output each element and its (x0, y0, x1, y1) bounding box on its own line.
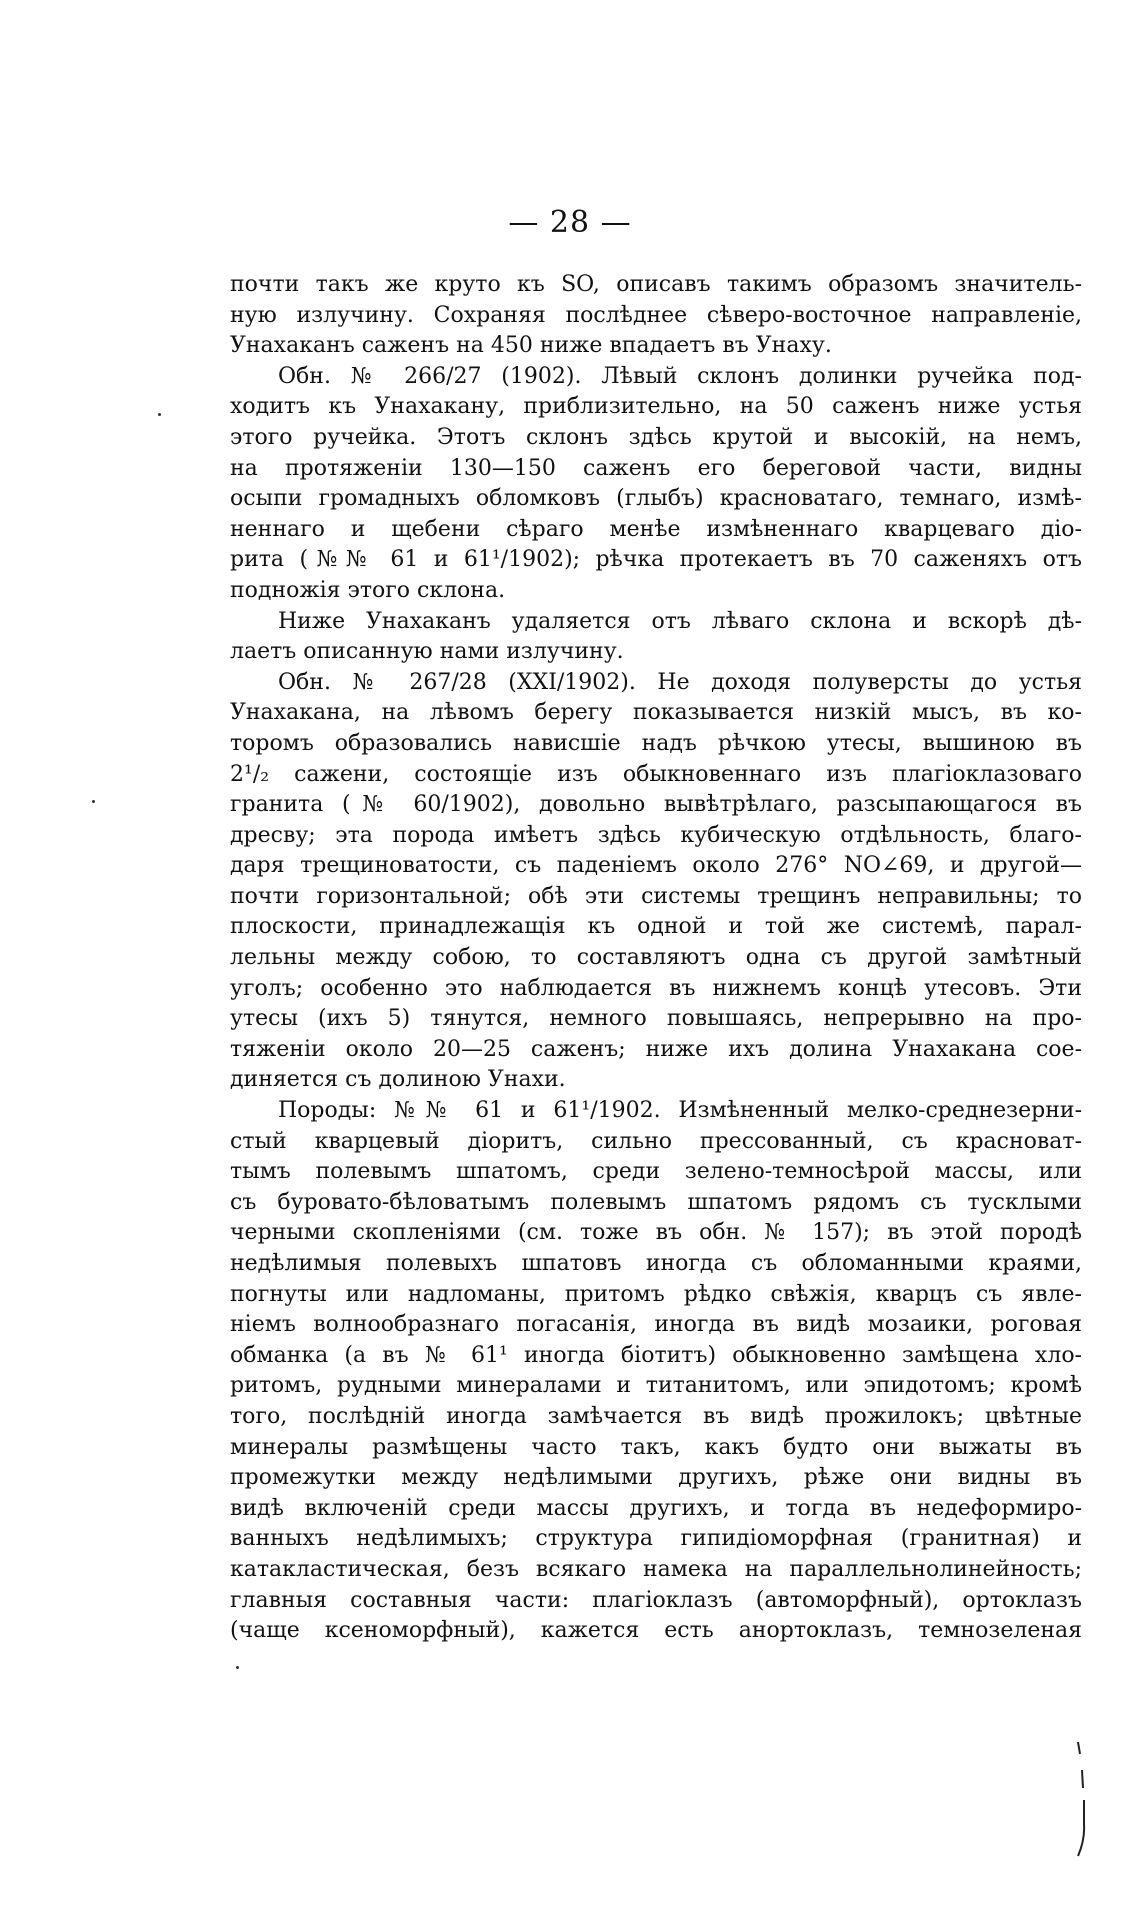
text-line: Унахаканъ саженъ на 450 ниже впадаетъ въ Унаху. (230, 333, 832, 359)
text-line: дресву; эта порода имѣетъ здѣсь кубическую отдѣльность, благо- (230, 822, 1082, 848)
margin-pencil-mark (1072, 1740, 1092, 1860)
text-line: съ буровато-бѣловатымъ полевымъ шпатомъ рядомъ съ тусклыми (230, 1189, 1082, 1215)
text-line: недѣлимыя полевыхъ шпатовъ иногда съ обломанными краями, (230, 1251, 1082, 1276)
text-line: 2¹/₂ сажени, состоящіе изъ обыкновеннаго изъ плагіоклазоваго (230, 761, 1082, 787)
text-line: ходитъ къ Унахакану, приблизительно, на 50 саженъ ниже устья (230, 394, 1082, 420)
text-line: тымъ полевымъ шпатомъ, среди зелено-темносѣрой массы, или (230, 1159, 1082, 1185)
text-line: рита (№№ 61 и 61¹/1902); рѣчка протекаетъ въ 70 саженяхъ отъ (230, 547, 1082, 573)
text-line: уголъ; особенно это наблюдается въ нижнемъ концѣ утесовъ. Эти (230, 975, 1082, 1001)
body-text (230, 270, 1082, 1647)
text-line: ніемъ волнообразнаго погасанія, иногда въ видѣ мозаики, роговая (230, 1312, 1082, 1338)
text-line: торомъ образовались нависшіе надъ рѣчкою утесы, вышиною въ (230, 730, 1082, 756)
text-line: Породы: №№ 61 и 61¹/1902. Измѣненный мелко-среднезерни- (278, 1098, 1082, 1124)
text-line: на протяженіи 130—150 саженъ его береговой части, видны (230, 455, 1082, 481)
text-line: черными скопленіями (см. тоже въ обн. № 157); въ этой породѣ (230, 1220, 1082, 1246)
text-line: ванныхъ недѣлимыхъ; структура гипидіоморфная (гранитная) и (230, 1526, 1082, 1552)
text-line: ритомъ, рудными минералами и титанитомъ, или эпидотомъ; кромѣ (230, 1373, 1082, 1399)
text-line: погнуты или надломаны, притомъ рѣдко свѣжія, кварцъ съ явле- (230, 1281, 1082, 1307)
text-line: (чаще ксеноморфный), кажется есть анортоклазъ, темнозеленая (230, 1618, 1082, 1644)
text-line: лельны между собою, то составляютъ одна съ другой замѣтный (230, 945, 1082, 971)
text-line: этого ручейка. Этотъ склонъ здѣсь крутой и высокій, на немъ, (230, 424, 1082, 450)
text-line: диняется съ долиною Унахи. (230, 1067, 566, 1093)
text-line: почти такъ же круто къ SO, описавъ такимъ образомъ значитель- (230, 272, 1082, 297)
scan-speck (236, 1666, 239, 1669)
text-line: Обн. № 266/27 (1902). Лѣвый склонъ долинки ручейка под- (278, 363, 1082, 389)
text-line: плоскости, принадлежащія къ одной и той же системѣ, парал- (230, 914, 1082, 940)
text-line: утесы (ихъ 5) тянутся, немного повышаясь, непрерывно на про- (230, 1006, 1082, 1032)
scan-speck (92, 800, 95, 803)
text-line: даря трещиноватости, съ паденіемъ около 276° NO∠69, и другой— (230, 853, 1082, 879)
text-line: промежутки между недѣлимыми другихъ, рѣже они видны въ (230, 1465, 1082, 1491)
text-line: ную излучину. Сохраняя послѣднее сѣверо-восточное направленіе, (230, 302, 1082, 328)
scan-speck (158, 413, 161, 416)
text-line: катакластическая, безъ всякаго намека на параллельнолинейность; (230, 1556, 1082, 1582)
text-line: гранита (№ 60/1902), довольно вывѣтрѣлаго, разсыпающагося въ (230, 792, 1082, 818)
page-number: — 28 — (508, 205, 632, 240)
text-line: Ниже Унахаканъ удаляется отъ лѣваго склона и вскорѣ дѣ- (278, 608, 1082, 634)
text-line: подножія этого склона. (230, 577, 506, 603)
text-line: осыпи громадныхъ обломковъ (глыбъ) красноватаго, темнаго, измѣ- (230, 486, 1082, 512)
text-line: лаетъ описанную нами излучину. (230, 639, 624, 665)
text-line: минералы размѣщены часто такъ, какъ будто они выжаты въ (230, 1434, 1082, 1460)
text-line: тяженіи около 20—25 саженъ; ниже ихъ долина Унахакана сое- (230, 1036, 1082, 1062)
text-line: почти горизонтальной; обѣ эти системы трещинъ неправильны; то (230, 883, 1082, 909)
text-line: стый кварцевый діоритъ, сильно прессованный, съ красноват- (230, 1128, 1082, 1154)
text-line: Унахакана, на лѣвомъ берегу показывается низкій мысъ, въ ко- (230, 700, 1082, 726)
text-line: неннаго и щебени сѣраго менѣе измѣненнаго кварцеваго діо- (230, 516, 1082, 542)
text-line: Обн. № 267/28 (XXI/1902). Не доходя полуверсты до устья (278, 669, 1082, 695)
text-line: главныя составныя части: плагіоклазъ (автоморфный), ортоклазъ (230, 1587, 1082, 1613)
text-line: видѣ включеній среди массы другихъ, и тогда въ недеформиро- (230, 1495, 1082, 1521)
text-line: того, послѣдній иногда замѣчается въ видѣ прожилокъ; цвѣтные (230, 1403, 1082, 1429)
text-line: обманка (а въ № 61¹ иногда біотитъ) обыкновенно замѣщена хло- (230, 1342, 1082, 1368)
